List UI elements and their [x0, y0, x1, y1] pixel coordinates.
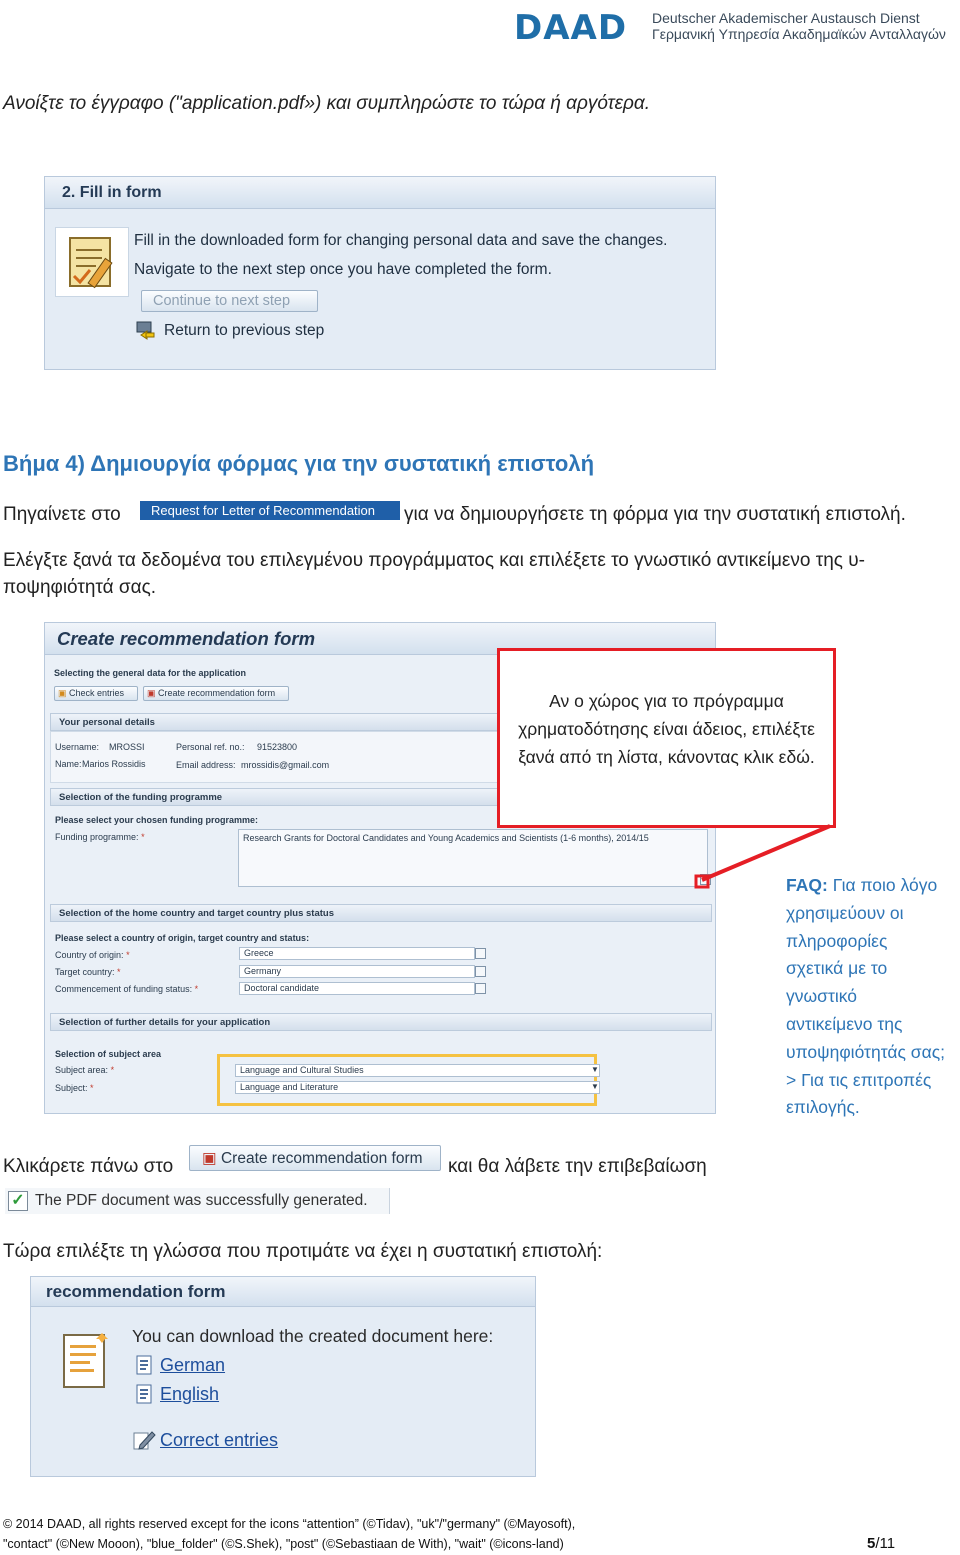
confirmation-message [5, 1188, 390, 1214]
faq-line: υποψηφιότητάς σας; [786, 1041, 945, 1062]
dropdown-arrow-icon[interactable]: ▼ [591, 1065, 599, 1074]
origin-label-text: Country of origin: [55, 950, 124, 960]
fill-form-line2: Navigate to the next step once you have completed the form. [134, 261, 552, 278]
email-value: mrossidis@gmail.com [241, 760, 330, 770]
create-rec-form-label-top: Create recommendation form [158, 688, 276, 698]
notepad-pencil-icon [55, 227, 129, 297]
required-mark: * [141, 832, 145, 842]
username-value: MROSSI [109, 742, 145, 752]
subject-select[interactable]: Language and Literature [235, 1081, 600, 1094]
download-text: You can download the created document here: [132, 1326, 494, 1346]
country-prompt: Please select a country of origin, target country and status: [55, 933, 310, 943]
goto-pre-text: Πηγαίνετε στο [3, 504, 121, 525]
download-panel [30, 1276, 536, 1477]
language-instruction: Τώρα επιλέξτε τη γλώσσα που προτιμάτε να έχει η συστατική επιστολή: [3, 1241, 603, 1262]
funding-prompt: Please select your chosen funding programme: [55, 815, 259, 825]
faq-line: αντικείμενο της [786, 1013, 903, 1034]
subject-highlight-box [217, 1054, 597, 1106]
funding-label [55, 832, 145, 842]
required-mark: * [126, 950, 130, 960]
subject-area-label [55, 1065, 114, 1075]
return-previous-step-link[interactable]: Return to previous step [164, 322, 325, 339]
email-label: Email address: [176, 760, 236, 770]
pdf-doc-icon: ▣ [147, 688, 156, 698]
faq-line: χρησιμεύουν οι [786, 902, 904, 923]
callout-line2: χρηματοδότησης είναι άδειος, επιλέξτε [518, 719, 815, 739]
footer-line2: "contact" (©New Mooon), "blue_folder" (©S.Shek), "post" (©Sebastiaan de With), "wait" (©icons-land) [3, 1537, 564, 1551]
daad-logo: DAAD [514, 8, 628, 48]
english-link[interactable]: English [160, 1384, 220, 1404]
origin-help-icon[interactable] [475, 948, 486, 959]
name-label: Name: [55, 759, 82, 769]
origin-label [55, 950, 130, 960]
create-rec-form-button[interactable] [189, 1145, 441, 1171]
general-data-label: Selecting the general data for the application [54, 668, 247, 678]
logo-line-gr: Γερμανική Υπηρεσία Ακαδημαϊκών Ανταλλαγών [652, 26, 946, 42]
checkmark-icon: ✓ [8, 1191, 28, 1211]
page-total: /11 [875, 1535, 896, 1552]
target-help-icon[interactable] [475, 966, 486, 977]
correct-entries-link[interactable]: Correct entries [160, 1430, 279, 1450]
continue-next-step-button[interactable]: Continue to next step [141, 290, 318, 312]
page-current: 5 [867, 1535, 876, 1552]
origin-field[interactable]: Greece [239, 947, 475, 960]
confirmation-text: The PDF document was successfully generated. [35, 1192, 368, 1209]
callout-box [497, 648, 836, 828]
target-field[interactable]: Germany [239, 965, 475, 978]
check-entries-button[interactable] [54, 686, 138, 701]
faq-line: σχετικά με το [786, 958, 888, 979]
faq-line: γνωστικό [786, 986, 858, 1007]
subject-area-label-text: Subject area: [55, 1065, 109, 1075]
intro-text: Ανοίξτε το έγγραφο ("application.pdf») και συμπληρώστε το τώρα ή αργότερα. [3, 93, 650, 114]
fill-form-panel [44, 176, 716, 370]
faq-line: πληροφορίες [786, 930, 888, 951]
personal-details-box [50, 731, 500, 783]
target-label [55, 967, 121, 977]
rec-form-title: Create recommendation form [45, 623, 715, 655]
faq-line: > Για τις επιτροπές [786, 1069, 932, 1090]
flag-doc-icon [135, 1355, 155, 1375]
further-header: Selection of further details for your application [50, 1013, 712, 1031]
logo-line-de: Deutscher Akademischer Austausch Dienst [652, 10, 920, 26]
click-post-text: και θα λάβετε την επιβεβαίωση [448, 1156, 707, 1177]
ref-label: Personal ref. no.: [176, 742, 245, 752]
ref-value: 91523800 [257, 742, 298, 752]
required-mark: * [90, 1083, 94, 1093]
funding-header: Selection of the funding programme [50, 788, 712, 806]
callout-line3: ξανά από τη λίστα, κάνοντας κλικ εδώ. [518, 747, 815, 767]
check-entries-label: Check entries [69, 688, 125, 698]
subject-label [55, 1083, 94, 1093]
daad-logo-text [652, 10, 946, 42]
required-mark: * [194, 984, 199, 994]
request-letter-button[interactable]: Request for Letter of Recommendation [140, 501, 400, 520]
flag-doc-icon [135, 1384, 155, 1404]
username-label: Username: [55, 742, 100, 752]
download-panel-title: recommendation form [31, 1277, 535, 1307]
required-mark: * [117, 967, 121, 977]
footer-line1: © 2014 DAAD, all rights reserved except for the icons “attention” (©Tidav), "uk"/"germany" (©Mayosoft), [3, 1517, 576, 1531]
document-icon [58, 1329, 114, 1391]
status-field[interactable]: Doctoral candidate [239, 982, 475, 995]
personal-details-header: Your personal details [50, 713, 500, 731]
country-header: Selection of the home country and target country plus status [50, 904, 712, 922]
create-rec-form-button-top[interactable] [143, 686, 289, 701]
required-mark: * [110, 1065, 115, 1075]
funding-label-text: Funding programme: [55, 832, 139, 842]
fill-form-line1: Fill in the downloaded form for changing personal data and save the changes. [134, 232, 668, 249]
check-text-line2: ποψηφιότητά σας. [3, 577, 157, 598]
click-pre-text: Κλικάρετε πάνω στο [3, 1156, 174, 1177]
faq-label: FAQ: [786, 875, 828, 895]
create-rec-form-label: Create recommendation form [220, 1150, 423, 1167]
status-label [55, 984, 198, 994]
check-entries-icon: ▣ [58, 688, 67, 698]
check-text-line1: Ελέγξτε ξανά τα δεδομένα του επιλεγμένου προγράμματος και επιλέξετε το γνωστικό αντικείμενο της υ- [3, 550, 865, 571]
subject-area-select[interactable]: Language and Cultural Studies [235, 1064, 600, 1077]
funding-programme-field[interactable]: Research Grants for Doctoral Candidates and Young Academics and Scientists (1-6 months), 2014/15 [238, 829, 708, 887]
callout-line1: Αν ο χώρος για το πρόγραμμα [549, 691, 784, 711]
pencil-edit-icon [132, 1429, 156, 1451]
target-label-text: Target country: [55, 967, 115, 977]
step4-heading: Βήμα 4) Δημιουργία φόρμας για την συστατική επιστολή [3, 451, 595, 476]
page-number [867, 1535, 895, 1552]
subject-label-text: Subject: [55, 1083, 88, 1093]
faq-line: επιλογής. [786, 1097, 860, 1118]
status-label-text: Commencement of funding status: [55, 984, 193, 994]
subject-area-header: Selection of subject area [55, 1049, 162, 1059]
faq-note [786, 872, 960, 1122]
fill-form-title: 2. Fill in form [45, 177, 715, 209]
dropdown-arrow-icon[interactable]: ▼ [591, 1082, 599, 1091]
german-link[interactable]: German [160, 1355, 226, 1375]
name-value: Marios Rossidis [82, 759, 146, 769]
faq-line: Για ποιο λόγο [832, 875, 938, 895]
goto-post-text: για να δημιουργήσετε τη φόρμα για την συστατική επιστολή. [404, 504, 906, 525]
status-help-icon[interactable] [475, 983, 486, 994]
pdf-doc-icon: ▣ [202, 1150, 217, 1167]
return-arrow-icon[interactable] [135, 321, 157, 341]
